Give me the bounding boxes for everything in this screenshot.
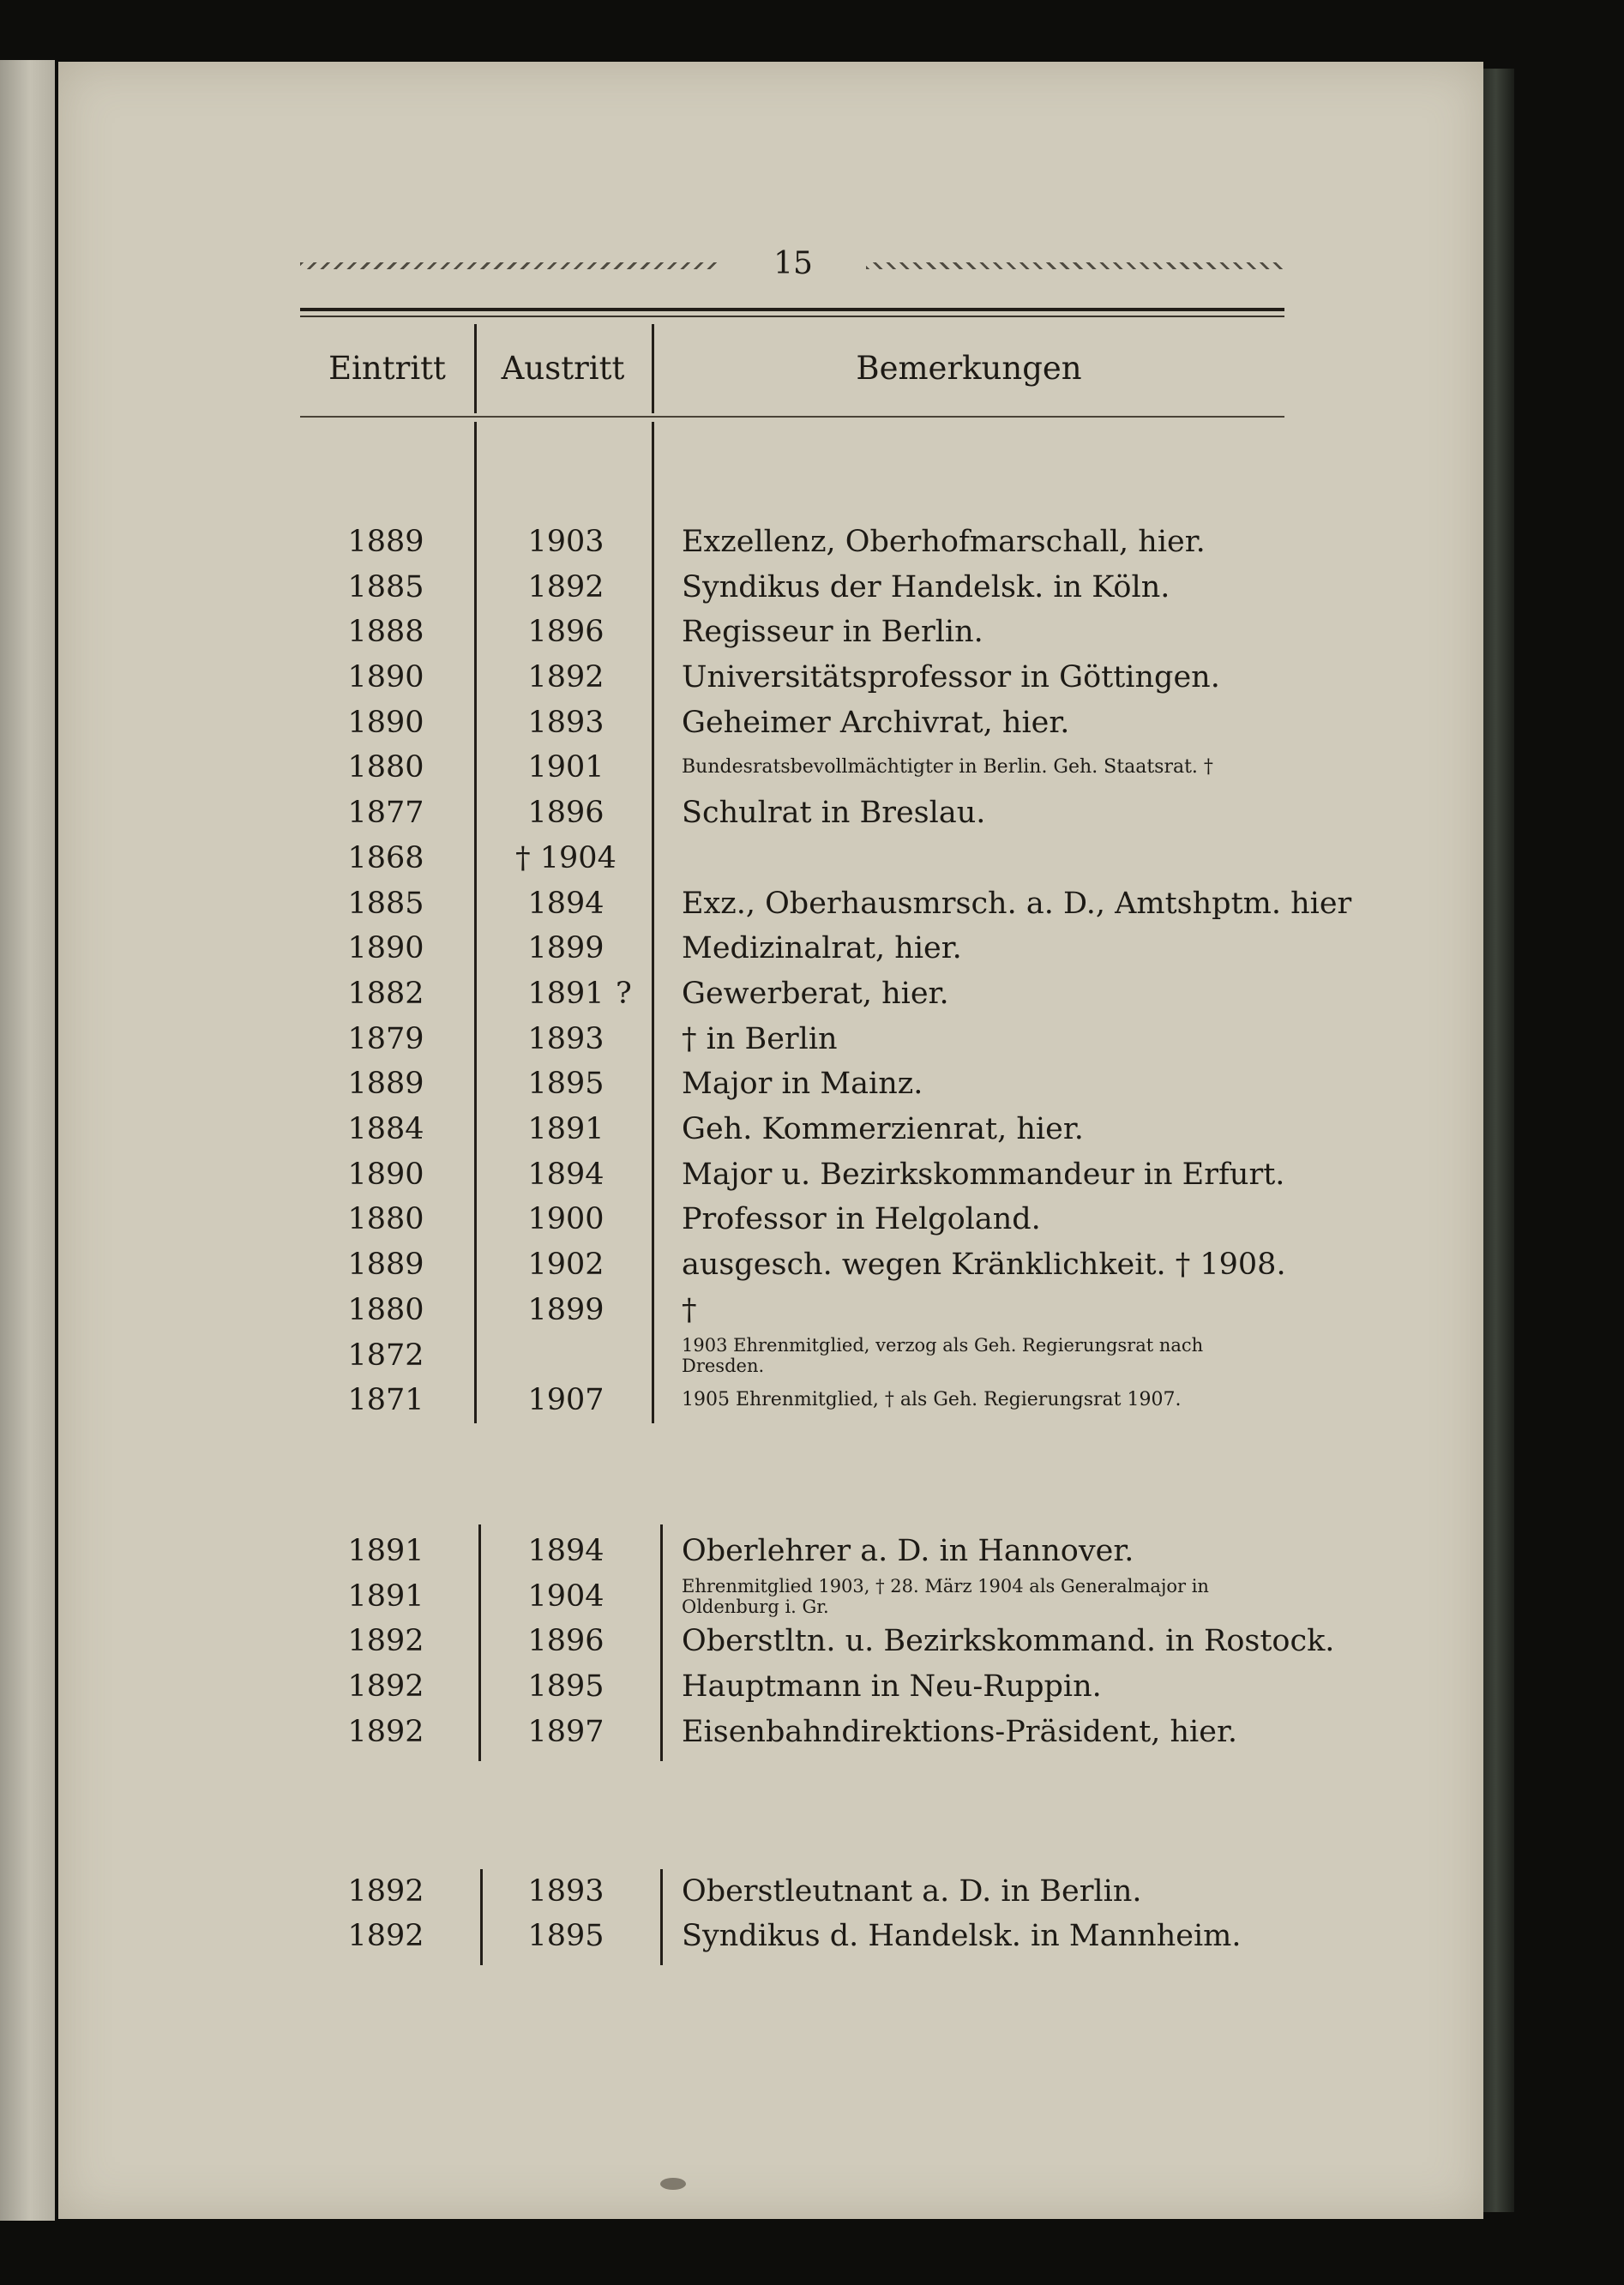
entry-year: 1880 (347, 750, 424, 785)
exit-year: 1902 (527, 1248, 604, 1282)
entry-year: 1889 (347, 525, 424, 559)
left-page-edge (0, 60, 55, 2221)
table-row (300, 655, 1295, 700)
entry-year: 1888 (347, 615, 424, 649)
entry-year: 1880 (347, 1202, 424, 1236)
remark: Medizinalrat, hier. (682, 931, 962, 965)
table-row (300, 836, 1295, 881)
exit-year: 1893 (527, 1022, 604, 1056)
exit-year: 1899 (527, 931, 604, 965)
table-row (300, 1914, 1295, 1958)
remark: Professor in Helgoland. (682, 1202, 1041, 1236)
table-row (300, 1574, 1295, 1619)
exit-year: 1896 (527, 796, 604, 830)
table-row (300, 791, 1295, 835)
entry-year: 1885 (347, 887, 424, 921)
entry-year: 1889 (347, 1248, 424, 1282)
entry-year: 1868 (347, 841, 424, 875)
table-row (300, 1619, 1335, 1663)
table-row (300, 1529, 1295, 1573)
exit-year: 1896 (527, 615, 604, 649)
header-rule-thin (300, 316, 1284, 317)
exit-year: 1895 (527, 1669, 604, 1704)
exit-year: 1897 (527, 1715, 604, 1749)
remark: 1905 Ehrenmitglied, † als Geh. Regierungsrat 1907. (682, 1389, 1182, 1410)
entry-year: 1890 (347, 1158, 424, 1192)
remark: Eisenbahndirektions-Präsident, hier. (682, 1715, 1237, 1749)
column-header-bemerkungen: Bemerkungen (856, 350, 1082, 387)
entry-year: 1892 (347, 1874, 424, 1909)
remark: 1903 Ehrenmitglied, verzog als Geh. Regierungsrat nach Dresden. (682, 1335, 1204, 1376)
table-row (300, 1288, 1295, 1332)
exit-year: 1892 (527, 570, 604, 604)
remark: Gewerberat, hier. (682, 977, 949, 1011)
table-row (300, 520, 1295, 564)
remark: Oberlehrer a. D. in Hannover. (682, 1534, 1134, 1568)
exit-year: 1901 (527, 750, 604, 785)
table-row (300, 1152, 1295, 1197)
remark: Syndikus der Handelsk. in Köln. (682, 570, 1170, 604)
entry-year: 1892 (347, 1624, 424, 1658)
remark: Oberstltn. u. Bezirkskommand. in Rostock. (682, 1624, 1335, 1658)
entry-year: 1892 (347, 1715, 424, 1749)
book-cover-edge (1483, 69, 1514, 2212)
entry-year: 1880 (347, 1293, 424, 1327)
remark: † (682, 1293, 697, 1327)
remark: Major u. Bezirkskommandeur in Erfurt. (682, 1158, 1285, 1192)
ink-smudge (660, 2178, 686, 2190)
table-row (300, 971, 1295, 1016)
exit-year: 1893 (527, 1874, 604, 1909)
table-row (300, 1869, 1295, 1914)
entry-year: 1879 (347, 1022, 424, 1056)
exit-year: 1895 (527, 1919, 604, 1953)
exit-year: 1895 (527, 1067, 604, 1101)
table-row (300, 565, 1295, 610)
exit-year: 1907 (527, 1383, 604, 1417)
page-number: 15 (773, 246, 813, 281)
entry-year: 1872 (347, 1338, 424, 1373)
entry-year: 1892 (347, 1919, 424, 1953)
entry-year: 1871 (347, 1383, 424, 1417)
table-row (300, 1710, 1295, 1754)
table-row (300, 610, 1295, 654)
exit-year: 1894 (527, 1534, 604, 1568)
table-row (300, 1197, 1295, 1242)
exit-year: 1894 (527, 1158, 604, 1192)
remark: Hauptmann in Neu-Ruppin. (682, 1669, 1102, 1704)
exit-year: 1891 (527, 977, 604, 1011)
remark: Geh. Kommerzienrat, hier. (682, 1112, 1084, 1146)
page-header (300, 247, 1286, 281)
table-row (300, 1333, 1295, 1378)
exit-year: 1894 (527, 887, 604, 921)
entry-year: 1882 (347, 977, 424, 1011)
remark: Universitätsprofessor in Göttingen. (682, 660, 1220, 695)
table-row (300, 881, 1352, 926)
remark: Exz., Oberhausmrsch. a. D., Amtshptm. hier (682, 887, 1352, 921)
remark: Exzellenz, Oberhofmarschall, hier. (682, 525, 1206, 559)
header-rule-thick (300, 308, 1284, 311)
header-ornament-right (866, 262, 1286, 269)
remark: Major in Mainz. (682, 1067, 923, 1101)
exit-year: 1896 (527, 1624, 604, 1658)
exit-year: 1893 (527, 706, 604, 740)
remark: Syndikus d. Handelsk. in Mannheim. (682, 1919, 1242, 1953)
exit-year: 1903 (527, 525, 604, 559)
exit-year: 1891 (527, 1112, 604, 1146)
column-header-austritt: Austritt (501, 350, 625, 387)
table-row (300, 1061, 1295, 1106)
entry-year: 1890 (347, 706, 424, 740)
table-row (300, 1664, 1295, 1709)
remark: ausgesch. wegen Kränklichkeit. † 1908. (682, 1248, 1286, 1282)
remark: Oberstleutnant a. D. in Berlin. (682, 1874, 1142, 1909)
column-header-eintritt: Eintritt (328, 350, 446, 387)
exit-year: 1904 (527, 1579, 604, 1614)
table-row (300, 1017, 1295, 1061)
column-header-rule (300, 416, 1284, 418)
entry-year: 1892 (347, 1669, 424, 1704)
column-divider (652, 324, 654, 413)
exit-year: 1900 (527, 1202, 604, 1236)
table-row (300, 1378, 1295, 1422)
exit-year: † 1904 (515, 841, 617, 875)
remark: Regisseur in Berlin. (682, 615, 983, 649)
entry-year: 1891 (347, 1579, 424, 1614)
entry-year: 1890 (347, 660, 424, 695)
remark: Bundesratsbevollmächtigter in Berlin. Geh. Staatsrat. † (682, 756, 1213, 778)
table-row (300, 1107, 1295, 1152)
table-row (300, 1242, 1295, 1287)
header-ornament-left (300, 262, 720, 269)
entry-year: 1890 (347, 931, 424, 965)
entry-year: 1885 (347, 570, 424, 604)
table-row (300, 926, 1295, 971)
remark: Schulrat in Breslau. (682, 796, 986, 830)
remark: † in Berlin (682, 1022, 838, 1056)
remark: Geheimer Archivrat, hier. (682, 706, 1070, 740)
entry-year: 1884 (347, 1112, 424, 1146)
query-mark: ? (616, 977, 632, 1011)
exit-year: 1899 (527, 1293, 604, 1327)
exit-year: 1892 (527, 660, 604, 695)
column-divider (474, 324, 477, 413)
entry-year: 1877 (347, 796, 424, 830)
table-row (300, 701, 1295, 745)
entry-year: 1889 (347, 1067, 424, 1101)
entry-year: 1891 (347, 1534, 424, 1568)
table-row (300, 745, 1295, 790)
remark: Ehrenmitglied 1903, † 28. März 1904 als Generalmajor in Oldenburg i. Gr. (682, 1576, 1209, 1617)
